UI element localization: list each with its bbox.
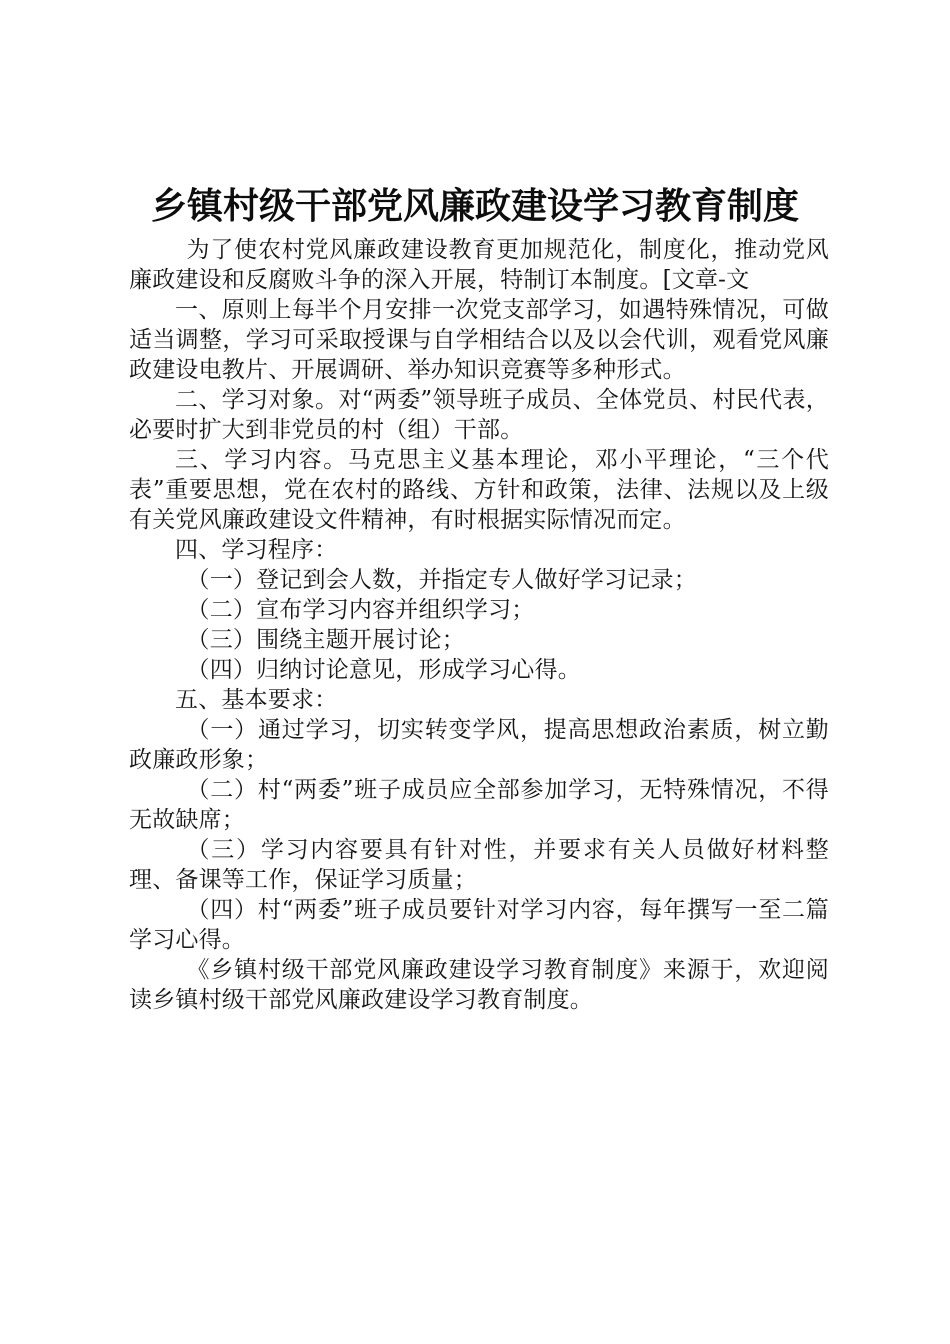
requirement-item-3: （三）学习内容要具有针对性，并要求有关人员做好材料整理、备课等工作，保证学习质量； (129, 837, 829, 893)
section-three-paragraph: 三、学习内容。马克思主义基本理论，邓小平理论，“三个代表”重要思想，党在农村的路线、方针和政策，法律、法规以及上级有关党风廉政建设文件精神，有时根据实际情况而定。 (129, 447, 829, 533)
procedure-item-3: （三）围绕主题开展讨论； (186, 627, 465, 653)
source-note-paragraph: 《乡镇村级干部党风廉政建设学习教育制度》来源于，欢迎阅读乡镇村级干部党风廉政建设学习教育制度。 (129, 957, 829, 1013)
procedure-item-4: （四）归纳讨论意见，形成学习心得。 (186, 657, 581, 683)
requirement-item-2: （二）村“两委”班子成员应全部参加学习，无特殊情况，不得无故缺席； (129, 777, 829, 833)
requirement-item-4: （四）村“两委”班子成员要针对学习内容，每年撰写一至二篇学习心得。 (129, 897, 829, 953)
section-four-heading: 四、学习程序： (175, 537, 338, 563)
intro-paragraph: 为了使农村党风廉政建设教育更加规范化，制度化，推动党风廉政建设和反腐败斗争的深入开展，特制订本制度。[文章-文 (129, 237, 829, 293)
document-title: 乡镇村级干部党风廉政建设学习教育制度 (150, 186, 799, 227)
requirement-item-1: （一）通过学习，切实转变学风，提高思想政治素质，树立勤政廉政形象； (129, 717, 829, 773)
document-body (129, 235, 829, 1015)
section-five-heading: 五、基本要求： (175, 687, 338, 713)
section-one-paragraph: 一、原则上每半个月安排一次党支部学习，如遇特殊情况，可做适当调整，学习可采取授课与自学相结合以及以会代训，观看党风廉政建设电教片、开展调研、举办知识竞赛等多种形式。 (129, 297, 829, 383)
procedure-item-2: （二）宣布学习内容并组织学习； (186, 597, 535, 623)
section-two-paragraph: 二、学习对象。对“两委”领导班子成员、全体党员、村民代表，必要时扩大到非党员的村（组）干部。 (129, 387, 829, 443)
procedure-item-1: （一）登记到会人数，并指定专人做好学习记录； (186, 567, 697, 593)
